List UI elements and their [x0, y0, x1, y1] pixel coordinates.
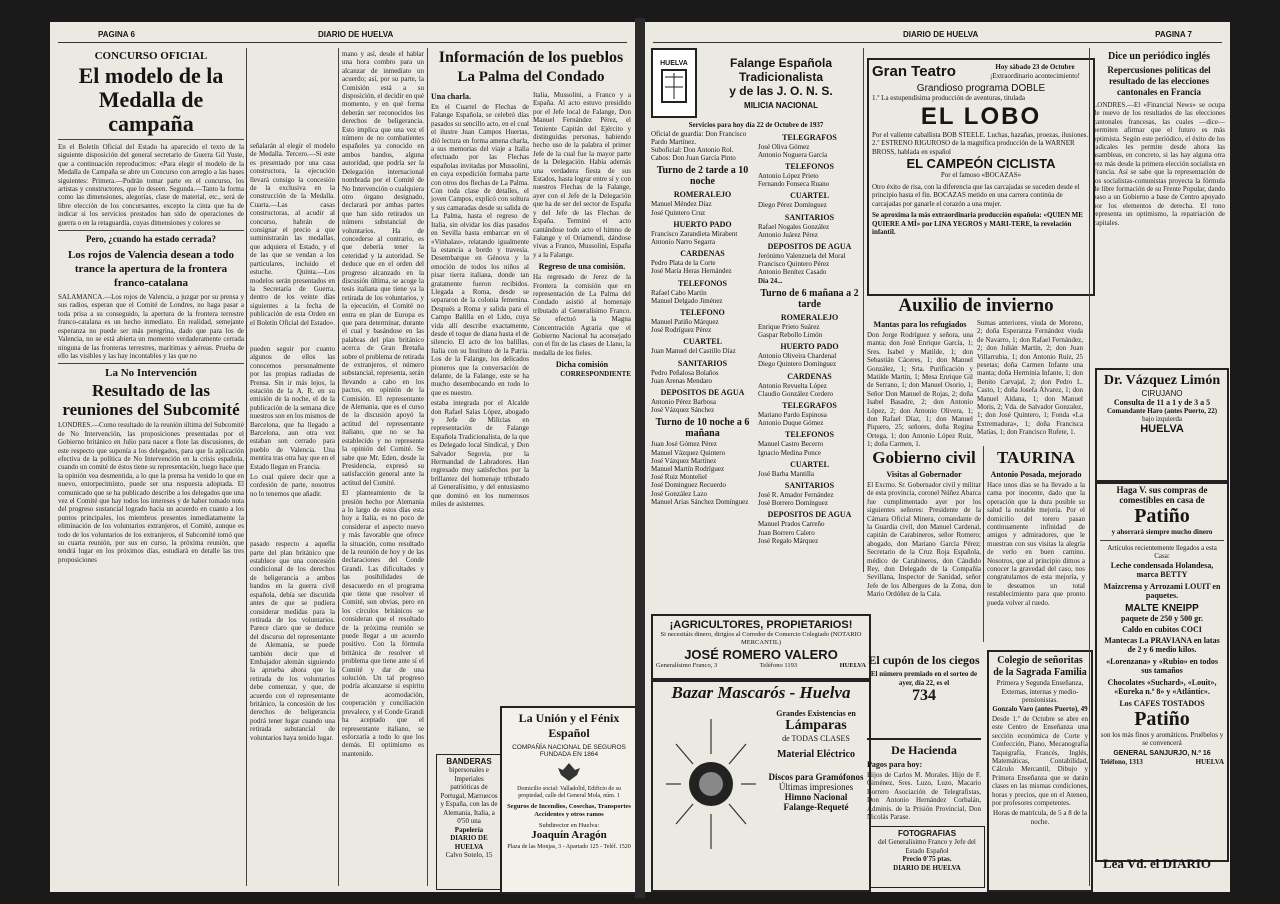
banderas-ad [436, 754, 502, 890]
telefono-2: TELEFONO [680, 307, 725, 317]
sunburst-lamp-icon [661, 709, 761, 859]
union-line2: Seguros de Incendios, Cosechas, Transportes [507, 803, 631, 810]
medalla-body-cont: señalarán al elegir el modelo de Medalla. Tercero.—Si este es presentado por una casa constructora, la ejecución llevará consigo la concesión de la exclusiva en la construcción de la Medalla. Cuarta.—Las casas constructoras, al acudir al concurso, habrán de consignar el precio a que suministrarán las medallas, que adquiera el Estado, y el de las que se vendan a los particulares, incluido el estuche. Quinta.—Los modelos serán presentados en la Secretaría de Guerra, dentro de los veinte días siguientes a la fecha de publicación de esta Orden en el Boletín Oficial del Estado». [250, 142, 335, 327]
n6: Enrique Prieto Suárez Gaspar Rebollo Limón [758, 322, 823, 339]
fotografias-title: FOTOGRAFIAS [897, 829, 957, 838]
lea-diario: Lea Vd. el DIARIO [1102, 856, 1212, 871]
n1: José Oliva Gómez Antonio Noguera García [758, 142, 828, 159]
palma-body-3: Ha regresado de Jerez de la Frontera la comisión que en representación de La Palma del Condado asistió al homenaje tributado al Generalísimo Franco. Se efectuó la Magna Concentración Agraria que el Gobierno Nacional ha aconsejado con el fin de las clases de Llano, la medalla de los fieles. [533, 273, 631, 357]
concurso-kicker: CONCURSO OFICIAL [94, 50, 208, 62]
agricultores-city: HUELVA [839, 662, 866, 669]
subcomite-body-cont: pasado respecto a aquella parte del plan británico que establece que una concesión condicional de los derechos de beligerancia a ambos bandos en la guerra civil española, debía ser discutida antes de que se pudiera considerar medidas para la retirada de los voluntarios. Parece claro que se deduce del discurso del representante de Alemania, se puede también decir que el Embajador alemán siguiendo la aprueba ahora que la retirada de los voluntarios debe comenzar, y que, de acuerdo con el representante británico, la concesión de los derechos de beligerancia podrá tener lugar cuando una retirada substancial de voluntarios haya tenido lugar. [250, 540, 335, 742]
telegrafos-b2: TELEGRAFOS [782, 400, 837, 410]
patino-item1: Leche condensada Holandesa, marca BETTY [1110, 560, 1214, 579]
teatro-line2: 2.º ESTRENO RIGUROSO de la magnífica producción de la WARNER BROSS, hablada en español [872, 139, 1075, 156]
dia-24: Día 24... [758, 276, 783, 285]
bazar-l8: Falange-Requeté [783, 802, 849, 812]
agricultores-tel: Teléfono 1193 [759, 662, 798, 669]
colegio-ad [987, 650, 1093, 892]
patino-ad [1095, 480, 1229, 862]
subcomite-body: LONDRES.—Como resultado de la reunión última del Subcomité de No Intervención, las proposiciones presentadas por el Gobierno británico en Julio para nacer a flote las discusiones, de este respecto que suponía a los delegados, para que la aplicación efectiva de la política de No Intervención en la crisis española, cuando un comité de éstos tiene su representación, luego hace que la opinión vea desmentida, a lo que la prensa ha venido lo que en nuevo, entorpeciminto, puede ser una respuesta adoptada. El comunicado que se ha publicado describe a los delegados que una vez el Comité que hay todos los intereses y de haber tomado nota del progreso sustancial logrado hacia un acuerdo en cuanto a los puntos principales, los miembros presentes inmediatamente la eliminación de los voluntarios extranjeros, el Comité, aunque es todo de los voluntarios de los extranjeros, el Subcomité tomó que su cuarta reunión, por sus en curso, la próxima reunión, que tendrá lugar en los próximos días, estudiará en detalle las tres proposiciones [58, 421, 244, 564]
patino-item6: «Lorenzana» y «Rubio» en todos sus tamaños [1106, 656, 1218, 675]
names-8: Antonio Pérez Barbosa José Vázquez Sánchez [651, 397, 716, 415]
comision-subhead: Regreso de una comisión. [538, 262, 626, 272]
left-column-1 [58, 48, 244, 886]
sanitarios-1: SANITARIOS [677, 358, 728, 368]
cuartel-b2: CUARTEL [790, 459, 829, 469]
n8: Antonio Revuelta López Claudio González Cordero [758, 381, 834, 398]
vazquez-floor: bajo izquierda [1142, 415, 1182, 423]
left-column-2 [250, 48, 335, 886]
n12: José R. Amador Fernández José Borrero Domínguez [758, 490, 834, 508]
agricultores-addr: Generalísimo Franco, 3 [656, 662, 718, 669]
sanitarios-b: SANITARIOS [784, 212, 835, 222]
patino-name-2: Patiño [1134, 707, 1190, 730]
deposito-1: DEPOSITOS DE AGUA [660, 387, 745, 397]
teatro-next: Se aproxima la más extraordinaria producción española: «QUIEN ME QUIERE A MÍ» por LINA YEGROS y MARI-TERE, la revelación infantil. [872, 211, 1083, 236]
bazar-l4: Material Eléctrico [776, 749, 855, 760]
vazquez-role: CIRUJANO [1141, 389, 1183, 398]
names-6: Juan Manuel del Castillo Díaz [651, 347, 736, 356]
teatro-date: Hoy sábado 23 de Octubre [995, 63, 1075, 71]
turn-2: Turno de 10 noche a 6 mañana [655, 417, 750, 440]
huelva-emblem [651, 48, 697, 118]
patino-name: Patiño [1134, 505, 1190, 527]
teatro-cast1: Por el valiente caballista BOB STEELE. Luchas, hazañas, proezas, ilusiones. [872, 130, 1089, 139]
right-running-head [653, 28, 1222, 43]
pueblos-section-head: Información de los pueblos [438, 49, 624, 66]
falange-title-3: y de las J. O. N. S. [729, 84, 833, 98]
union-address: Plaza de las Monjas, 3 - Apartado 125 - Teléf. 1520 [507, 844, 631, 850]
lea-diario-ad [1095, 856, 1219, 880]
bazar-ad [651, 678, 871, 892]
guard-3: Cabos: Don Juan García Pinto [651, 154, 736, 163]
teatro-film1: EL LOBO [920, 102, 1042, 130]
gran-teatro-ad [867, 58, 1095, 296]
falange-title-4: MILICIA NACIONAL [744, 101, 818, 110]
teatro-program: Grandioso programa DOBLE [916, 83, 1046, 94]
auxilio-sub: Mantas para los refugiados [873, 320, 967, 329]
patino-city: HUELVA [1195, 758, 1224, 766]
agricultores-name: JOSÉ ROMERO VALERO [684, 647, 838, 662]
union-agent: Joaquín Aragón [531, 829, 607, 841]
book-spine [635, 18, 645, 898]
patino-tel: Teléfono, 1313 [1100, 758, 1143, 766]
names-10: José Vázquez Martínez Manuel Martín Rodríguez [651, 456, 725, 473]
vazquez-city: HUELVA [1140, 423, 1184, 435]
depositos-b: DEPOSITOS DE AGUA [767, 241, 852, 251]
palma-body: En el Cuartel de Flechas de Falange Española, se celebró días pasados su sencillo acto, en el cual el ilustre Juan Campos Huertas, dió lectura en forma amena charla, a sus memorias del viaje a Italia efectuado por las Flechas españolas invitadas por Mussolini, en cuya expedición formaba parte con otros dos flechas de La Palma. Con toda clase de detalles, el joven Campos, explicó con soltura y sus camaradas desde su salida de La Palma, hasta el regreso de Italia, sin olvidar los días pasados en Sevilla hasta embarcar en el «Vinhalau», relatando igualmente la estancia a bordo y travesía. Desembarque en Génova y la emoción de todos los niños al pisar tierra italiana, donde tan gratamente fueron recibidos. Llegada a Roma, desde se separaron de la colonia femenina. Después a Roma y salida para el Campo Balilla en el Lido, cuya vida allí describe exactamente, desde el toque de diana hasta el de silencio. El acto de los balillas, Italia con su Instituto de la Patria. Los de la Falange, los delicados pioneros que la conversación de delante, de la Falange, este se ha mucho desembocando en todo lo que es nuestro. [431, 103, 529, 397]
subcomite-body-col3b: El planteamiento de la presión hecho por Alemania a lo largo de estos días esta hoy a Italia, es no poco de considerar el aspecto nuevo y más favorable que ofrece la situación, como resultado de la reunión de hoy y de las declaraciones del Conde Grandi. Las dificultades y las posibilidades de desacuerdo en el programa que tiene que resolver el Comité, son obvias, pero en los círculos británicos se consideran que el resultado de la próxima reunión se puede llegar a un acuerdo positivo. Con la fórmula británica de resolver el problema que tiene ante sí el Comité y dar de una solución. Un tal progreso podría alcanzarse si espíritu de acomodación, cooperación y conciliación prevalece, y el Conde Grandi ha aceptado que el representante italiano, se esforzaría a todo lo que los demás. El optimismo es mantenido. [342, 489, 424, 758]
left-running-head [58, 28, 627, 43]
union-name: La Unión y el Fénix Español [518, 711, 620, 740]
banderas-sub: Papelería [454, 825, 484, 834]
sanitarios-b2: SANITARIOS [784, 480, 835, 490]
guard-2: Suboficial: Don Antonio Rol. [651, 145, 734, 154]
fotografias-price: Precio 0'75 ptas. [902, 855, 952, 863]
banderas-addr: Calvo Sotelo, 15 [445, 851, 493, 859]
gobierno-sub: Visitas al Gobernador [886, 470, 962, 479]
n11: José Barba Mantilla [758, 469, 814, 478]
cupon-title: El cupón de los ciegos [868, 653, 980, 667]
n2: Antonio López Prieto Fernando Fonseca Ruano [758, 171, 830, 189]
names-2: Francisco Zarandieta Mirabent Antonio Narro Segarra [651, 229, 738, 246]
fotografias-brand: DIARIO DE HUELVA [893, 863, 961, 872]
falange-col-a [651, 130, 754, 545]
auxilio-body-2: Sumas anteriores, viuda de Moreno, 2; doña Esperanza Fernández viuda de Navarro, 1; don Rafael Fernández, 2; don Julián Martín, 2; don Juan Villarrubia, 1; don Antonio Ruíz, 25 pesetas; doña Carmen Infante una manta; doña Herminia Infante, 1; don Benito Carvajal, 2; don Pedro L. Casto, 1; doña Josefa Álvarez, 1; don Manuel Aldana, 1; don Manuel Moris, 2; Vda. de Salvador Gonzalez, 1; don José Quintero, 1; Fonda «La Extremadura», 1; doña Francisca Matías, 1; don Francisco Rufete, 1. [977, 319, 1083, 437]
palma-body-2: Italia, Mussolini, a Franco y a España. Al acto estuvo presidido por el Jefe local de Falange, Don Manuel Fernández Pérez, el Teniente Capitán del Ejército y distinguidas personas, habiendo hecho uso de la palabra el primer Jefe de la cual fue la mayor parte de la Delegación. Había además una verdadera fiesta de sus Estados, hasta lograr entre sí y con nuestros Flechas de la Falange, ayer con el Jefe de la Delegación que ha de ser del sector de España y del Jefe de las Flechas de España. Terminó el acto cantándose todo acto el himno de Falange y el Oriamendi, dándose vivas a Franco, Mussolini, España y a la Falange. [533, 91, 631, 259]
union-line3: Accidentes y otros ramos [534, 811, 604, 818]
palma-body-4: estaba integrada por el Alcalde don Rafael Salas López, abogado y Jefe de Milicias en representación de Falange Española Tradicionalista, de la que es Delegado local Sindical, y Don Salvador Segovia, por la Hermandad de Labradores. Han regresado muy satisfechos por la brillantez del homenaje tributado al Generalísimo, y del entusiasmo que dominó en los numerosos miles de asistentes. [431, 399, 529, 509]
bazar-l6: Últimas impresiones [778, 782, 854, 792]
bazar-l5: Discos para Gramófonos [768, 772, 864, 782]
left-paper-name: DIARIO DE HUELVA [318, 30, 394, 39]
colegio-sub: Primera y Segunda Enseñanza, Externas, internas y medio-pensionistas. [996, 679, 1084, 704]
bazar-title: Bazar Mascarós - Huelva [671, 683, 851, 702]
subcomite-headline: Resultado de las reuniones del Subcomité [62, 381, 240, 420]
romeralejo-1: ROMERALEJO [673, 190, 732, 200]
valencia-body-end: Lo cual quiere decir que a confesión de parte, nosotros no lo tenemos que añadir. [250, 473, 335, 498]
cupon-number: 734 [912, 687, 936, 704]
taurina-body: Hace unos días se ha llevado a la cama por inocente, dado que la operación que la dura posible su salud la notable mejoría. Por el domicilio del torero pasan continuamente infinidad de amigos y admiradores, que le muestran con sus visitas la alegría de verlo en buen camino. Nosotros, que al principio dimos a conocer la gravedad del caso, nos congratulamos de esta mejoría, y le deseamos un total restablecimiento para que pronto pueda volver al ruedo. [987, 481, 1085, 607]
hacienda-title: De Hacienda [891, 743, 957, 757]
cardenas-b: CARDENAS [787, 371, 832, 381]
cuartel-b: CUARTEL [790, 191, 829, 201]
patino-items-head: Artículos recientemente llegados a esta Casa: [1107, 543, 1217, 560]
n9: Mariano Pardo Espinosa Antonio Duque Gómez [758, 410, 827, 428]
bazar-l2: Lámparas [785, 718, 847, 733]
turn-1: Turno de 2 tarde a 10 noche [656, 165, 749, 188]
falange-title-2: Tradicionalista [738, 70, 824, 84]
teatro-film2: EL CAMPEÓN CICLISTA [906, 156, 1056, 171]
telefonos-b: TELEFONOS [785, 161, 834, 171]
names-1: Manuel Méndez Díaz José Quintero Cruz [651, 200, 712, 217]
no-intervencion-kicker: La No Intervención [105, 367, 197, 380]
cupon-text: El número premiado en el sorteo de ayer, día 22, es el [870, 670, 978, 687]
union-fenix-ad [500, 706, 638, 894]
names-9: Juan José Gómez Pérez Manuel Vázquez Quintero [651, 440, 726, 457]
telegrafos-b: TELEGRAFOS [782, 132, 837, 142]
right-paper-name: DIARIO DE HUELVA [903, 30, 979, 39]
taurina-block [987, 446, 1085, 646]
cardenas-1: CARDENAS [680, 249, 725, 259]
n3: Diego Pérez Domínguez [758, 201, 827, 210]
taurina-sub: Antonio Posada, mejorado [990, 470, 1082, 479]
union-founded: FUNDADA EN 1864 [539, 751, 599, 758]
n4: Rafael Nogales González Antonio Juárez Pérez [758, 222, 830, 239]
falange-title-1: Falange Española [729, 56, 833, 70]
subcomite-body-col3: mano y así, desde el hablar una hora combro para un alcanzar de inmediato un acuerdo; así, por su parte, la Comisión está a su disposición, el decidir en qué momento, y en qué forma deberán ser reconocidos los derechos de beligerancia. Esto implica que una vez el número de no combatientes españoles ya conocido en ambos bandos, alguna autoridad, que podría ser la Delegación internacional nombrada por el Comité de No Intervención o cualquiera otro órgano designado, declarará por ambas partes que han sido retirados un número substancial de voluntarios. Ha de concederse al contrario, es que debería tener la ceteridad y la autoridad. Se deduce que en el orden del progreso alcanzado en la discusión última, se acoge la tesis italiana que tiene ya la retirada de los voluntarios, y la ejecución, el Comité no entra en plan de Europa es que para determinar, durante el cual y basándose en las palabras del plan británico acerca de Gran Bretaña sobre el problema de retirada de extranjeros, el número substancial, representa, serán llevando a cabo en los pactos, en opinión de la Comisión. El representante de Alemania, que es el curso de la discusión apoyó la actitud del representante italiano, que no se ha establecido y no representa la opinión del Comité. Se sabe que Mr. Eden, desde la Presidencia, expresó su satisfacción general ante la actitud del Comité. [342, 50, 424, 487]
union-agent-label: Subdirector en Huelva: [538, 822, 600, 829]
teatro-cast2: Por el famoso «BOCAZAS» [940, 171, 1022, 179]
valencia-headline: Los rojos de Valencia desean a todo trance la apertura de la frontera franco-catalana [67, 249, 235, 290]
coat-of-arms-icon [659, 67, 689, 107]
medalla-body: En el Boletín Oficial del Estado ha aparecido el texto de la siguiente disposición del general secretario de Guerra Gil Yuste, que a continuación reproducimos: «Para elegir el modelo de la Medalla de Campaña se abre un Concurso con arreglo a las bases siguientes: Primera.—Podrán tomar parte en el concurso, los artistas y constructores, que lo deseen. Segunda.—Tanto la forma como las dimensiones, alegorías, clase de material, etc., será de libre elección de los concursantes, excepto la cinta que ha de indicar si los servicios prestados han sido de operaciones de guerra o en la retaguardia, cuyas dimensiones y colores se [58, 143, 244, 227]
patino-item4: Caldo en cubitos COCI [1122, 624, 1202, 634]
telefonos-1: TELEFONOS [678, 278, 727, 288]
bazar-l3: de TODAS CLASES [782, 734, 850, 743]
eagle-emblem-icon [556, 761, 582, 783]
patino-sub-2: son los más finos y aromáticos. Pruébelos y se convencerá [1100, 730, 1224, 747]
hacienda-body: Hijos de Carlos M. Morales. Hijo de F. Giménez, Sres. Luzo, Luzo, Macario Borrero Asociación de Telegrafistas, Don Antonio Hernández Corbalán, Adminis. de la Prisión Provincial, Don Nicolás Parase. [867, 771, 981, 822]
gobierno-body: El Excmo. Sr. Gobernador civil y militar de esta provincia, coronel Núñez Abarca fue cumplimentado ayer por los siguientes señores: Presidente de la Cámara Oficial Minera, comandante de la Guardia civil, don Manuel Cardenal, capitán de Carabineros, señor Romero; abogado, don Mariano García Pérez; Secretario de la Cruz Roja Española, médico de Carabineros, don Cándido Rey, don Delegado de la Compañía Sevillana, Inspector de Sanidad, señor Jefe de los Albergues de la Zona, don Mario Ordóñez de la Cala. [867, 481, 981, 599]
valencia-body-cont: pueden seguir por cuanto algunos de ellos las conocemos personalmente por las propias radiadas de Prensa. Sin ir más lejos, la estación de la A. R. en su emisión de la noche, el de la publicación de la semana dice nuestros son en los mismos de Barcelona, que ha llegado a Barcelona, aun otra vez estaban son cerrado para pueblo de Valencia. Una mentira tras otra hay que en el Estado llegan en Francia. [250, 344, 335, 471]
colegio-body: Desde 1.º de Octubre se abre en este Centro de Enseñanza una sección económica de Corte y Confección, Piano, Mecanografía Taquigrafía, Francés, Inglés, Matemáticas, Contabilidad, Cálculo Mercantil, Dibujo y Primera Enseñanza que se darán clases en las mismas condiciones, horas y precios, que en el Ateneo, por profesores competentes. [992, 715, 1088, 808]
patino-item2: Maizcrema y Arrozami LOUIT en paquetes. [1103, 581, 1221, 600]
patino-item7: Chocolates «Suchard», «Louit», «Eureka n.º 8» y «Atlántic». [1107, 677, 1217, 696]
periodico-body: LONDRES.—El «Financial News» se ocupa de nuevo de los resultados de las elecciones cantonales francesas, las cuales —dice— permiten afirmar que el futuro es más optimista. Según este periódico, el éxito de los radicales les permite desde ahora las asambleas, en concreto, si las hay alguna otra vez más desde la primera elección socialista en Francia. Así se sabe que la representación de los socialistas-comunistas proyecta la fórmula de libre formación de su Frente Popular, dando paso a un Gobierno a base de Centro apoyado por los elementos de derecha. El tono representa un optimismo, la repatriación de capitales. [1093, 101, 1225, 227]
bazar-l7: Himno Nacional [784, 792, 848, 802]
n13: Manuel Prados Carreño Juan Borrero Calero José Regalo Márquez [758, 520, 825, 545]
vazquez-hours: Consulta de 11 a 1 y de 3 a 5 [1113, 398, 1211, 407]
banderas-text: bipersonales e Imperiales patrióticas de Portugal, Marruecos y España, con las de Alemania, Italia, a 0'50 una [440, 766, 498, 825]
medalla-headline: El modelo de la Medalla de campaña [78, 63, 224, 136]
huelva-emblem-text: HUELVA [660, 59, 688, 67]
bazar-l1: Grandes Existencias en [776, 709, 856, 718]
teatro-sub: ¡Extraordinario acontecimiento! [990, 71, 1080, 80]
left-column-3 [342, 48, 424, 886]
left-page [50, 22, 635, 892]
fotografias-ad [869, 826, 985, 888]
turn-3: Turno de 6 mañana a 2 tarde [760, 287, 859, 310]
huerto-1: HUERTO PADO [673, 219, 732, 229]
dicha-comision-subhead: Dicha comisión [555, 360, 609, 370]
patino-sub: y ahorrará siempre mucho dinero [1111, 528, 1213, 536]
agricultores-title: ¡AGRICULTORES, PROPIETARIOS! [669, 619, 853, 631]
auxilio-title: Auxilio de invierno [898, 295, 1054, 316]
guard-head: Oficial de guardia: Don Francisco Pardo Martínez. [651, 129, 747, 146]
right-page-number: PAGINA 7 [1155, 30, 1192, 39]
patino-item3b: paquete de 250 y 500 gr. [1121, 613, 1203, 623]
fotografias-text: del Generalísimo Franco y Jefe del Estado Español [878, 838, 976, 855]
names-5: Manuel Patiño Márquez José Rodríguez Pérez [651, 317, 719, 335]
names-12: José González Lazo Manuel Arias Sánchez Domínguez [651, 489, 749, 506]
huerto-b: HUERTO PADO [780, 342, 839, 352]
agricultores-ad [651, 614, 871, 682]
n5: Jerónimo Valenzuela del Moral Francisco Quintero Pérez Antonio Benítez Casado [758, 251, 846, 277]
periodico-block [1093, 48, 1225, 348]
auxilio-block [867, 294, 1085, 449]
union-line1: Domicilio social: Valladolid, Edificio de su propiedad, calle del General Mola, núm. 1 [517, 786, 621, 799]
vazquez-ad [1095, 368, 1229, 484]
periodico-head: Repercusiones políticas del resultado de las elecciones cantonales en Francia [1107, 65, 1211, 97]
colegio-addr: Gonzalo Varo (antes Puerto), 49 [992, 704, 1088, 713]
left-page-number: PAGINA 6 [98, 30, 135, 39]
patino-addr: GENERAL SANJURJO, N.º 16 [1113, 749, 1211, 757]
telefonos-b2: TELEFONOS [785, 430, 834, 440]
union-tag: COMPAÑÍA NACIONAL DE SEGUROS [512, 744, 626, 751]
gobierno-block [867, 446, 981, 646]
palma-headline: La Palma del Condado [457, 69, 605, 85]
n7: Antonio Oliveira Chardenal Diego Quintero Domínguez [758, 352, 837, 369]
teatro-desc: Otro éxito de risa, con la diferencia que las carcajadas se suceden desde el principio hasta el fin. BOCAZAS metido en una carrera continúa de carcajadas por ganarle el corazón a una mujer. [872, 182, 1080, 208]
n10: Manuel Castro Becerro Ignacio Medina Ponce [758, 440, 824, 457]
names-11: José Ruiz Monteliel José Dominguez Recuerdo [651, 473, 727, 490]
teatro-name: Gran Teatro [872, 63, 956, 80]
patino-item8: Los CAFES TOSTADOS [1119, 698, 1205, 708]
cuartel-1: CUARTEL [683, 337, 722, 347]
charla-byline: Una charla. [431, 92, 471, 101]
periodico-title: Dice un periódico inglés [1108, 51, 1210, 62]
cupon-block [867, 650, 981, 734]
romeralejo-b: ROMERALEJO [780, 312, 839, 322]
falange-intro: Servicios para hoy día 22 de Octubre de 1937 [688, 121, 824, 129]
patino-intro: Haga V. sus compras de comestibles en casa de [1116, 485, 1208, 505]
vazquez-addr: Comandante Haro (antes Puerto, 22) [1106, 407, 1218, 415]
cerrada-headline: Pero, ¿cuando ha estado cerrada? [85, 234, 217, 245]
depositos-b2: DEPOSITOS DE AGUA [767, 510, 852, 520]
patino-item3: MALTE KNEIPP [1125, 602, 1199, 614]
valencia-body: SALAMANCA.—Los rojos de Valencia, a juzgar por su prensa y sus radios, esperan que el Comité de Londres, no haga pasar a toda prisa a su conseguido, la apertura de la frontera terrestre franco-catalana es un hecho inmediato. En realidad, semejante esperanza no puede ser más peregrina, dado que para los de Valencia, no se está abierta un momento verdaderamente cerrada ninguna de las fronteras terrestres, marítimas y aéreas. Prueba de ello las visibles y las hay incontables y las que no [58, 293, 244, 360]
names-3: Pedro Plata de la Corte José María Heras Hernández [651, 259, 732, 276]
colegio-hours: Horas de matrícula, de 5 a 8 de la noche. [993, 809, 1087, 826]
names-4: Rafael Cabo Martín Manuel Delgado Jiménez [651, 288, 723, 305]
correspondiente-label: CORRESPONDIENTE [560, 370, 631, 379]
hacienda-block [867, 738, 981, 824]
falange-col-b [758, 130, 861, 545]
taurina-title: TAURINA [996, 448, 1076, 467]
hacienda-sub: Pagos para hoy: [867, 760, 923, 769]
agricultores-text: Si necesitáis dinero, dirigíos al Corredor de Comercio Colegiado (NOTARIO MERCANTIL) [660, 631, 862, 646]
banderas-title: BANDERAS [446, 757, 492, 766]
gobierno-title: Gobierno civil [872, 448, 976, 467]
auxilio-body: Don Jorge Rodríguez y señora, una manta; don José Enrique García, 1; Sres. Isabel y Matilde, 1; don Sebastián Cáceres, 1; don Manuel González, 1; Srta. Purificación y Matilde Martín, 1; Mesa Enrique Gil de Serrano, 1; don Manuel Osorio, 1; Señor Don Manuel de Rojas, 2; doña Isabel Basadre, 2; don Antonio López, 2; don Antonio Olivera, 1; don Rafael Díaz, 1; don Manuel Piquero, 25; señores, doña Regina Ortega, 1; don Antonio López Ruíz, 1; doña Carmen, 1. [867, 331, 973, 449]
banderas-brand: DIARIO DE HUELVA [450, 834, 488, 851]
right-page [645, 22, 1230, 892]
teatro-line1: 1.º La estupendísima producción de aventuras, titulada [872, 94, 1026, 102]
names-7: Pedro Peñalosa Bolaños Juan Arenas Mendaro [651, 368, 719, 385]
vazquez-name: Dr. Vázquez Limón [1103, 373, 1221, 388]
falange-block [651, 48, 861, 608]
patino-item5: Mantecas La PRAVIANA en latas de 2 y 6 medio kilos. [1104, 635, 1220, 654]
colegio-title: Colegio de señoritas de la Sagrada Familia [993, 655, 1087, 678]
